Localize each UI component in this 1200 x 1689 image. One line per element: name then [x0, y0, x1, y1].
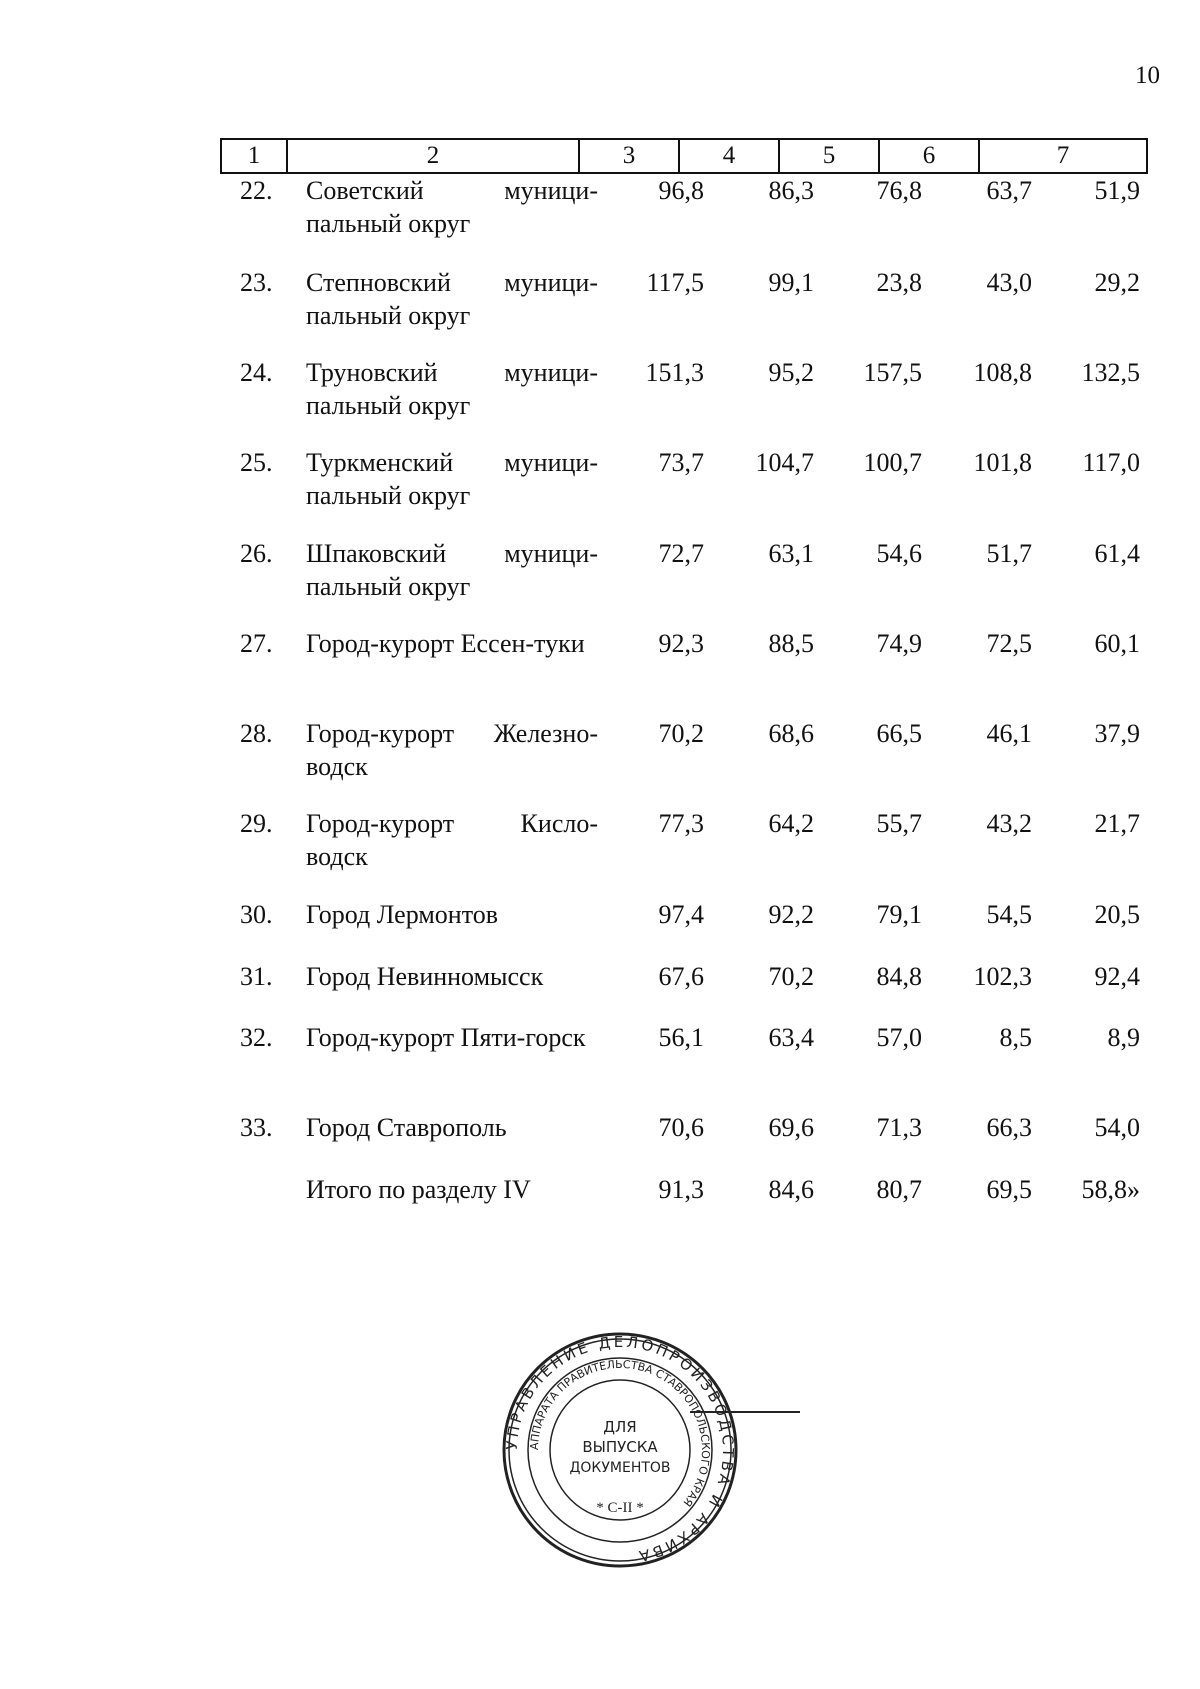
value-cell: 80,7 [876, 1175, 922, 1204]
value-cell: 70,2 [658, 719, 704, 748]
table-row [220, 807, 1146, 898]
column-header-row [221, 139, 1147, 173]
column-header-cell: 5 [779, 139, 879, 173]
column-header-cell: 2 [287, 139, 579, 173]
value-cell: 101,8 [973, 448, 1032, 477]
value-cell: 60,1 [1094, 629, 1140, 658]
value-cell: 63,4 [768, 1023, 814, 1052]
row-number: 27. [240, 629, 273, 658]
signature-line [690, 1411, 800, 1413]
row-number: 30. [240, 900, 273, 929]
value-cell: 72,7 [658, 539, 704, 568]
table-row [220, 627, 1146, 717]
value-cell: 69,5 [986, 1175, 1032, 1204]
value-cell: 63,7 [986, 176, 1032, 205]
column-header-cell: 1 [221, 139, 287, 173]
value-cell: 67,6 [658, 962, 704, 991]
value-cell: 54,0 [1094, 1113, 1140, 1142]
value-cell: 66,3 [986, 1113, 1032, 1142]
value-cell: 72,5 [986, 629, 1032, 658]
value-cell: 95,2 [768, 358, 814, 387]
stamp-outer-text: УПРАВЛЕНИЕ ДЕЛОПРОИЗВОДСТВА И АРХИВА [502, 1332, 738, 1566]
value-cell: 84,6 [768, 1175, 814, 1204]
municipality-name: Город Лермонтов [306, 900, 498, 929]
total-row [220, 1173, 1146, 1213]
value-cell: 117,5 [646, 268, 704, 297]
value-cell: 108,8 [973, 358, 1032, 387]
municipality-name: Город Ставрополь [306, 1113, 507, 1142]
value-cell: 58,8» [1081, 1175, 1140, 1204]
value-cell: 88,5 [768, 629, 814, 658]
value-cell: 97,4 [658, 900, 704, 929]
value-cell: 84,8 [876, 962, 922, 991]
table-row [220, 537, 1146, 627]
table-body [220, 174, 1146, 1213]
row-number: 32. [240, 1023, 273, 1052]
value-cell: 96,8 [658, 176, 704, 205]
value-cell: 77,3 [658, 809, 704, 838]
municipality-name: Город-курорт Ессен-туки [306, 629, 585, 658]
value-cell: 86,3 [768, 176, 814, 205]
value-cell: 74,9 [876, 629, 922, 658]
municipality-name: Город-курорт Железно-водск [306, 719, 598, 781]
total-label: Итого по разделу IV [306, 1175, 531, 1204]
municipality-name: Город-курорт Пяти-горск [306, 1023, 586, 1052]
table-row [220, 356, 1146, 446]
column-header-cell: 3 [579, 139, 679, 173]
value-cell: 43,0 [986, 268, 1032, 297]
value-cell: 46,1 [986, 719, 1032, 748]
stamp-inner-text: АППАРАТА ПРАВИТЕЛЬСТВА СТАВРОПОЛЬСКОГО КРАЯ [527, 1357, 713, 1509]
value-cell: 8,5 [999, 1023, 1032, 1052]
municipality-name: Город Невинномысск [306, 962, 544, 991]
value-cell: 29,2 [1094, 268, 1140, 297]
value-cell: 73,7 [658, 448, 704, 477]
stamp-center-line: ВЫПУСКА [582, 1438, 658, 1456]
column-header-cell: 6 [879, 139, 979, 173]
table-row [220, 446, 1146, 537]
value-cell: 104,7 [755, 448, 814, 477]
value-cell: 61,4 [1094, 539, 1140, 568]
column-header-cell: 7 [979, 139, 1147, 173]
column-header-table [220, 138, 1148, 174]
value-cell: 70,2 [768, 962, 814, 991]
value-cell: 92,4 [1094, 962, 1140, 991]
value-cell: 76,8 [876, 176, 922, 205]
value-cell: 117,0 [1082, 448, 1140, 477]
row-number: 26. [240, 539, 273, 568]
value-cell: 54,6 [876, 539, 922, 568]
value-cell: 37,9 [1094, 719, 1140, 748]
table-row [220, 174, 1146, 266]
value-cell: 100,7 [863, 448, 922, 477]
value-cell: 43,2 [986, 809, 1032, 838]
stamp-code: * С-II * [596, 1500, 644, 1516]
municipality-name: Степновский муници-пальный округ [306, 268, 598, 330]
row-number: 23. [240, 268, 273, 297]
value-cell: 23,8 [876, 268, 922, 297]
value-cell: 79,1 [876, 900, 922, 929]
table-row [220, 717, 1146, 807]
value-cell: 157,5 [863, 358, 922, 387]
page-number: 10 [1135, 62, 1160, 89]
official-stamp [500, 1330, 740, 1570]
row-number: 31. [240, 962, 273, 991]
value-cell: 20,5 [1094, 900, 1140, 929]
municipality-name: Шпаковский муници-пальный округ [306, 539, 598, 601]
value-cell: 132,5 [1081, 358, 1140, 387]
row-number: 22. [240, 176, 273, 205]
row-number: 25. [240, 448, 273, 477]
value-cell: 69,6 [768, 1113, 814, 1142]
value-cell: 54,5 [986, 900, 1032, 929]
value-cell: 56,1 [658, 1023, 704, 1052]
value-cell: 51,9 [1094, 176, 1140, 205]
table-row [220, 960, 1146, 1021]
row-number: 24. [240, 358, 273, 387]
value-cell: 71,3 [876, 1113, 922, 1142]
municipality-name: Город-курорт Кисло-водск [306, 809, 598, 871]
municipality-name: Советский муници-пальный округ [306, 176, 598, 238]
table-row [220, 898, 1146, 960]
value-cell: 91,3 [658, 1175, 704, 1204]
table-row [220, 266, 1146, 356]
table-row [220, 1021, 1146, 1111]
value-cell: 55,7 [876, 809, 922, 838]
value-cell: 51,7 [986, 539, 1032, 568]
municipality-name: Труновский муници-пальный округ [306, 358, 598, 420]
value-cell: 63,1 [768, 539, 814, 568]
value-cell: 92,2 [768, 900, 814, 929]
row-number: 28. [240, 719, 273, 748]
row-number: 33. [240, 1113, 273, 1142]
table-row [220, 1111, 1146, 1173]
value-cell: 8,9 [1107, 1023, 1140, 1052]
value-cell: 102,3 [973, 962, 1032, 991]
value-cell: 99,1 [768, 268, 814, 297]
value-cell: 70,6 [658, 1113, 704, 1142]
value-cell: 57,0 [876, 1023, 922, 1052]
column-header-cell: 4 [679, 139, 779, 173]
value-cell: 66,5 [876, 719, 922, 748]
stamp-center-line: ДЛЯ [603, 1418, 637, 1436]
value-cell: 64,2 [768, 809, 814, 838]
value-cell: 68,6 [768, 719, 814, 748]
value-cell: 21,7 [1094, 809, 1140, 838]
value-cell: 151,3 [645, 358, 704, 387]
municipality-name: Туркменский муници-пальный округ [306, 448, 598, 510]
stamp-center-line: ДОКУМЕНТОВ [569, 1460, 671, 1476]
row-number: 29. [240, 809, 273, 838]
value-cell: 92,3 [658, 629, 704, 658]
